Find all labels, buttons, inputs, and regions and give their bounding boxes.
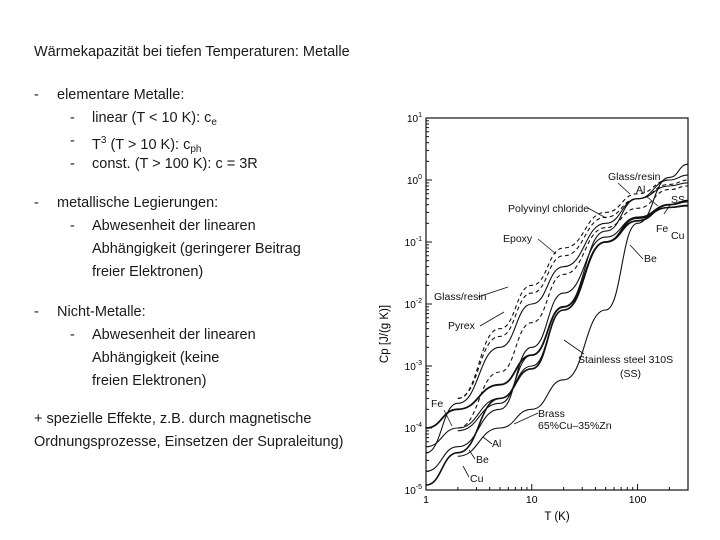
label-be-top: Be bbox=[644, 253, 657, 265]
sub-dash: - bbox=[70, 218, 75, 234]
y-tick-label: $10^{-5}$ bbox=[404, 484, 422, 497]
nichtmetalle-line: Abwesenheit der linearen bbox=[92, 327, 256, 343]
leader-stainless bbox=[564, 340, 584, 354]
bullet: - bbox=[34, 304, 39, 320]
slide-title: Wärmekapazität bei tiefen Temperaturen: Metalle bbox=[34, 44, 350, 60]
label-al-top: Al bbox=[636, 184, 646, 196]
leader-brass bbox=[514, 413, 538, 424]
curve-cu bbox=[426, 205, 688, 485]
elementar-item-const: const. (T > 100 K): c = 3R bbox=[92, 156, 258, 172]
legierungen-line: Abhängigkeit (geringerer Beitrag bbox=[92, 241, 301, 257]
leader-pvc bbox=[588, 208, 606, 218]
legierungen-line: freier Elektronen) bbox=[92, 264, 204, 280]
sub-dash: - bbox=[70, 110, 75, 126]
sub-dash: - bbox=[70, 156, 75, 172]
sub-dash: - bbox=[70, 327, 75, 343]
extra-line: + spezielle Effekte, z.B. durch magnetische bbox=[34, 411, 312, 427]
curve-al bbox=[458, 183, 688, 431]
y-axis-label: Cp [J/(g K)] bbox=[379, 304, 391, 364]
x-tick-label: 100 bbox=[628, 494, 647, 506]
x-tick-label: 1 bbox=[423, 494, 429, 506]
leader-be-bottom bbox=[469, 450, 475, 459]
y-tick-label: $10^1$ bbox=[406, 112, 422, 125]
leader-al-bottom bbox=[483, 437, 492, 444]
elementar-heading: elementare Metalle: bbox=[57, 87, 185, 103]
curve-pyrex bbox=[458, 186, 688, 428]
leader-be bbox=[630, 245, 643, 259]
label-al-bottom: Al bbox=[492, 438, 502, 450]
x-tick-label: 10 bbox=[525, 494, 538, 506]
label-pyrex: Pyrex bbox=[448, 320, 475, 332]
y-tick-label: $10^{-2}$ bbox=[404, 298, 422, 311]
legierungen-line: Abwesenheit der linearen bbox=[92, 218, 256, 234]
item-text-mid: (T > 10 K): c bbox=[106, 137, 191, 153]
leader-epoxy bbox=[538, 239, 556, 254]
label-glass-resin-mid: Glass/resin bbox=[434, 291, 487, 303]
label-ss-paren: (SS) bbox=[620, 368, 641, 380]
label-ss: SS bbox=[671, 194, 686, 206]
sub-dash: - bbox=[70, 133, 75, 149]
nichtmetalle-line: Abhängigkeit (keine bbox=[92, 350, 220, 366]
label-pvc: Polyvinyl chloride bbox=[508, 203, 590, 215]
label-fe-bottom: Fe bbox=[431, 398, 444, 410]
label-fe-top: Fe bbox=[656, 223, 669, 235]
y-tick-label: $10^0$ bbox=[406, 174, 422, 187]
nichtmetalle-line: freien Elektronen) bbox=[92, 373, 207, 389]
item-text: linear (T < 10 K): c bbox=[92, 110, 212, 126]
extra-line: Ordnungsprozesse, Einsetzen der Supraleitung) bbox=[34, 434, 344, 450]
nichtmetalle-heading: Nicht-Metalle: bbox=[57, 304, 146, 320]
y-tick-label: $10^{-4}$ bbox=[404, 422, 422, 435]
label-be-bottom: Be bbox=[476, 454, 489, 466]
bullet: - bbox=[34, 87, 39, 103]
leader-glass-resin bbox=[618, 183, 630, 194]
legierungen-heading: metallische Legierungen: bbox=[57, 195, 219, 211]
item-subscript: e bbox=[211, 117, 217, 128]
item-subscript: ph bbox=[190, 144, 202, 155]
leader-pyrex bbox=[480, 312, 504, 326]
x-axis-label: T (K) bbox=[544, 511, 570, 523]
item-text: T bbox=[92, 137, 101, 153]
y-tick-label: $10^{-1}$ bbox=[404, 236, 422, 249]
bullet: - bbox=[34, 195, 39, 211]
leader-cu-bottom bbox=[463, 466, 469, 477]
label-cu-bottom: Cu bbox=[470, 473, 484, 485]
leader-ss bbox=[664, 205, 670, 214]
item-superscript: 3 bbox=[100, 135, 107, 146]
label-cu-top: Cu bbox=[671, 230, 685, 242]
label-glass-resin-top: Glass/resin bbox=[608, 171, 661, 183]
label-stainless: Stainless steel 310S bbox=[578, 354, 674, 366]
y-tick-label: $10^{-3}$ bbox=[404, 360, 422, 373]
label-brass: Brass bbox=[538, 408, 565, 420]
label-epoxy: Epoxy bbox=[503, 233, 533, 245]
heat-capacity-figure bbox=[368, 104, 698, 530]
label-brass-composition: 65%Cu–35%Zn bbox=[538, 420, 612, 432]
heat-capacity-chart bbox=[368, 104, 698, 530]
